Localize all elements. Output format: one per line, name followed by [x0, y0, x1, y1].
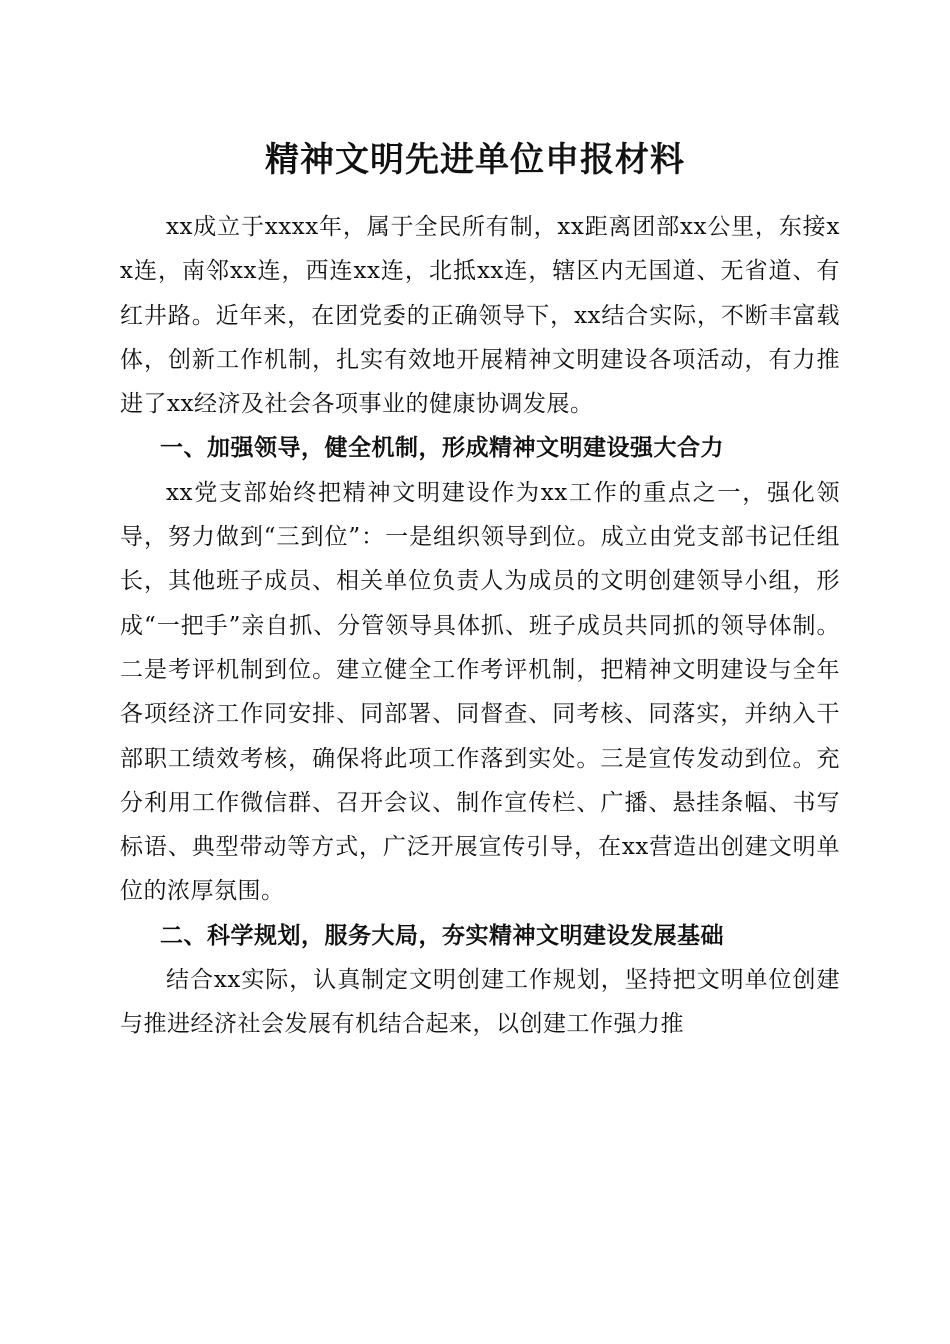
section-heading-2: 二、科学规划，服务大局，夯实精神文明建设发展基础 — [160, 922, 724, 949]
section-paragraph-1: xx党支部始终把精神文明建设作为xx工作的重点之一，强化领导，努力做到“三到位”：一是组织领导到位。成立由党支部书记任组长，其他班子成员、相关单位负责人为成员的文明创建领导小组，形成“一把手”亲自抓、分管领导具体抓、班子成员共同抓的领导体制。二是考评机制到位。建立健全工作考评机制，把精神文明建设与全年各项经济工作同安排、同部署、同督查、同考核、同落实，并纳入干部职工绩效考核，确保将此项工作落到实处。三是宣传发动到位。充分利用工作微信群、召开会议、制作宣传栏、广播、悬挂条幅、书写标语、典型带动等方式，广泛开展宣传引导，在xx营造出创建文明单位的浓厚氛围。 — [120, 479, 840, 905]
intro-paragraph: xx成立于xxxx年，属于全民所有制，xx距离团部xx公里，东接xx连，南邻xx连，西连xx连，北抵xx连，辖区内无国道、无省道、有红井路。近年来，在团党委的正确领导下，xx结合实际，不断丰富载体，创新工作机制，扎实有效地开展精神文明建设各项活动，有力推进了xx经济及社会各项事业的健康协调发展。 — [120, 214, 840, 418]
document-body — [120, 205, 840, 1047]
section-heading-1: 一、加强领导，健全机制，形成精神文明建设强大合力 — [160, 435, 724, 462]
document-title: 精神文明先进单位申报材料 — [265, 140, 685, 180]
section-paragraph-2: 结合xx实际，认真制定文明创建工作规划，坚持把文明单位创建与推进经济社会发展有机结合起来，以创建工作强力推 — [120, 967, 840, 1038]
